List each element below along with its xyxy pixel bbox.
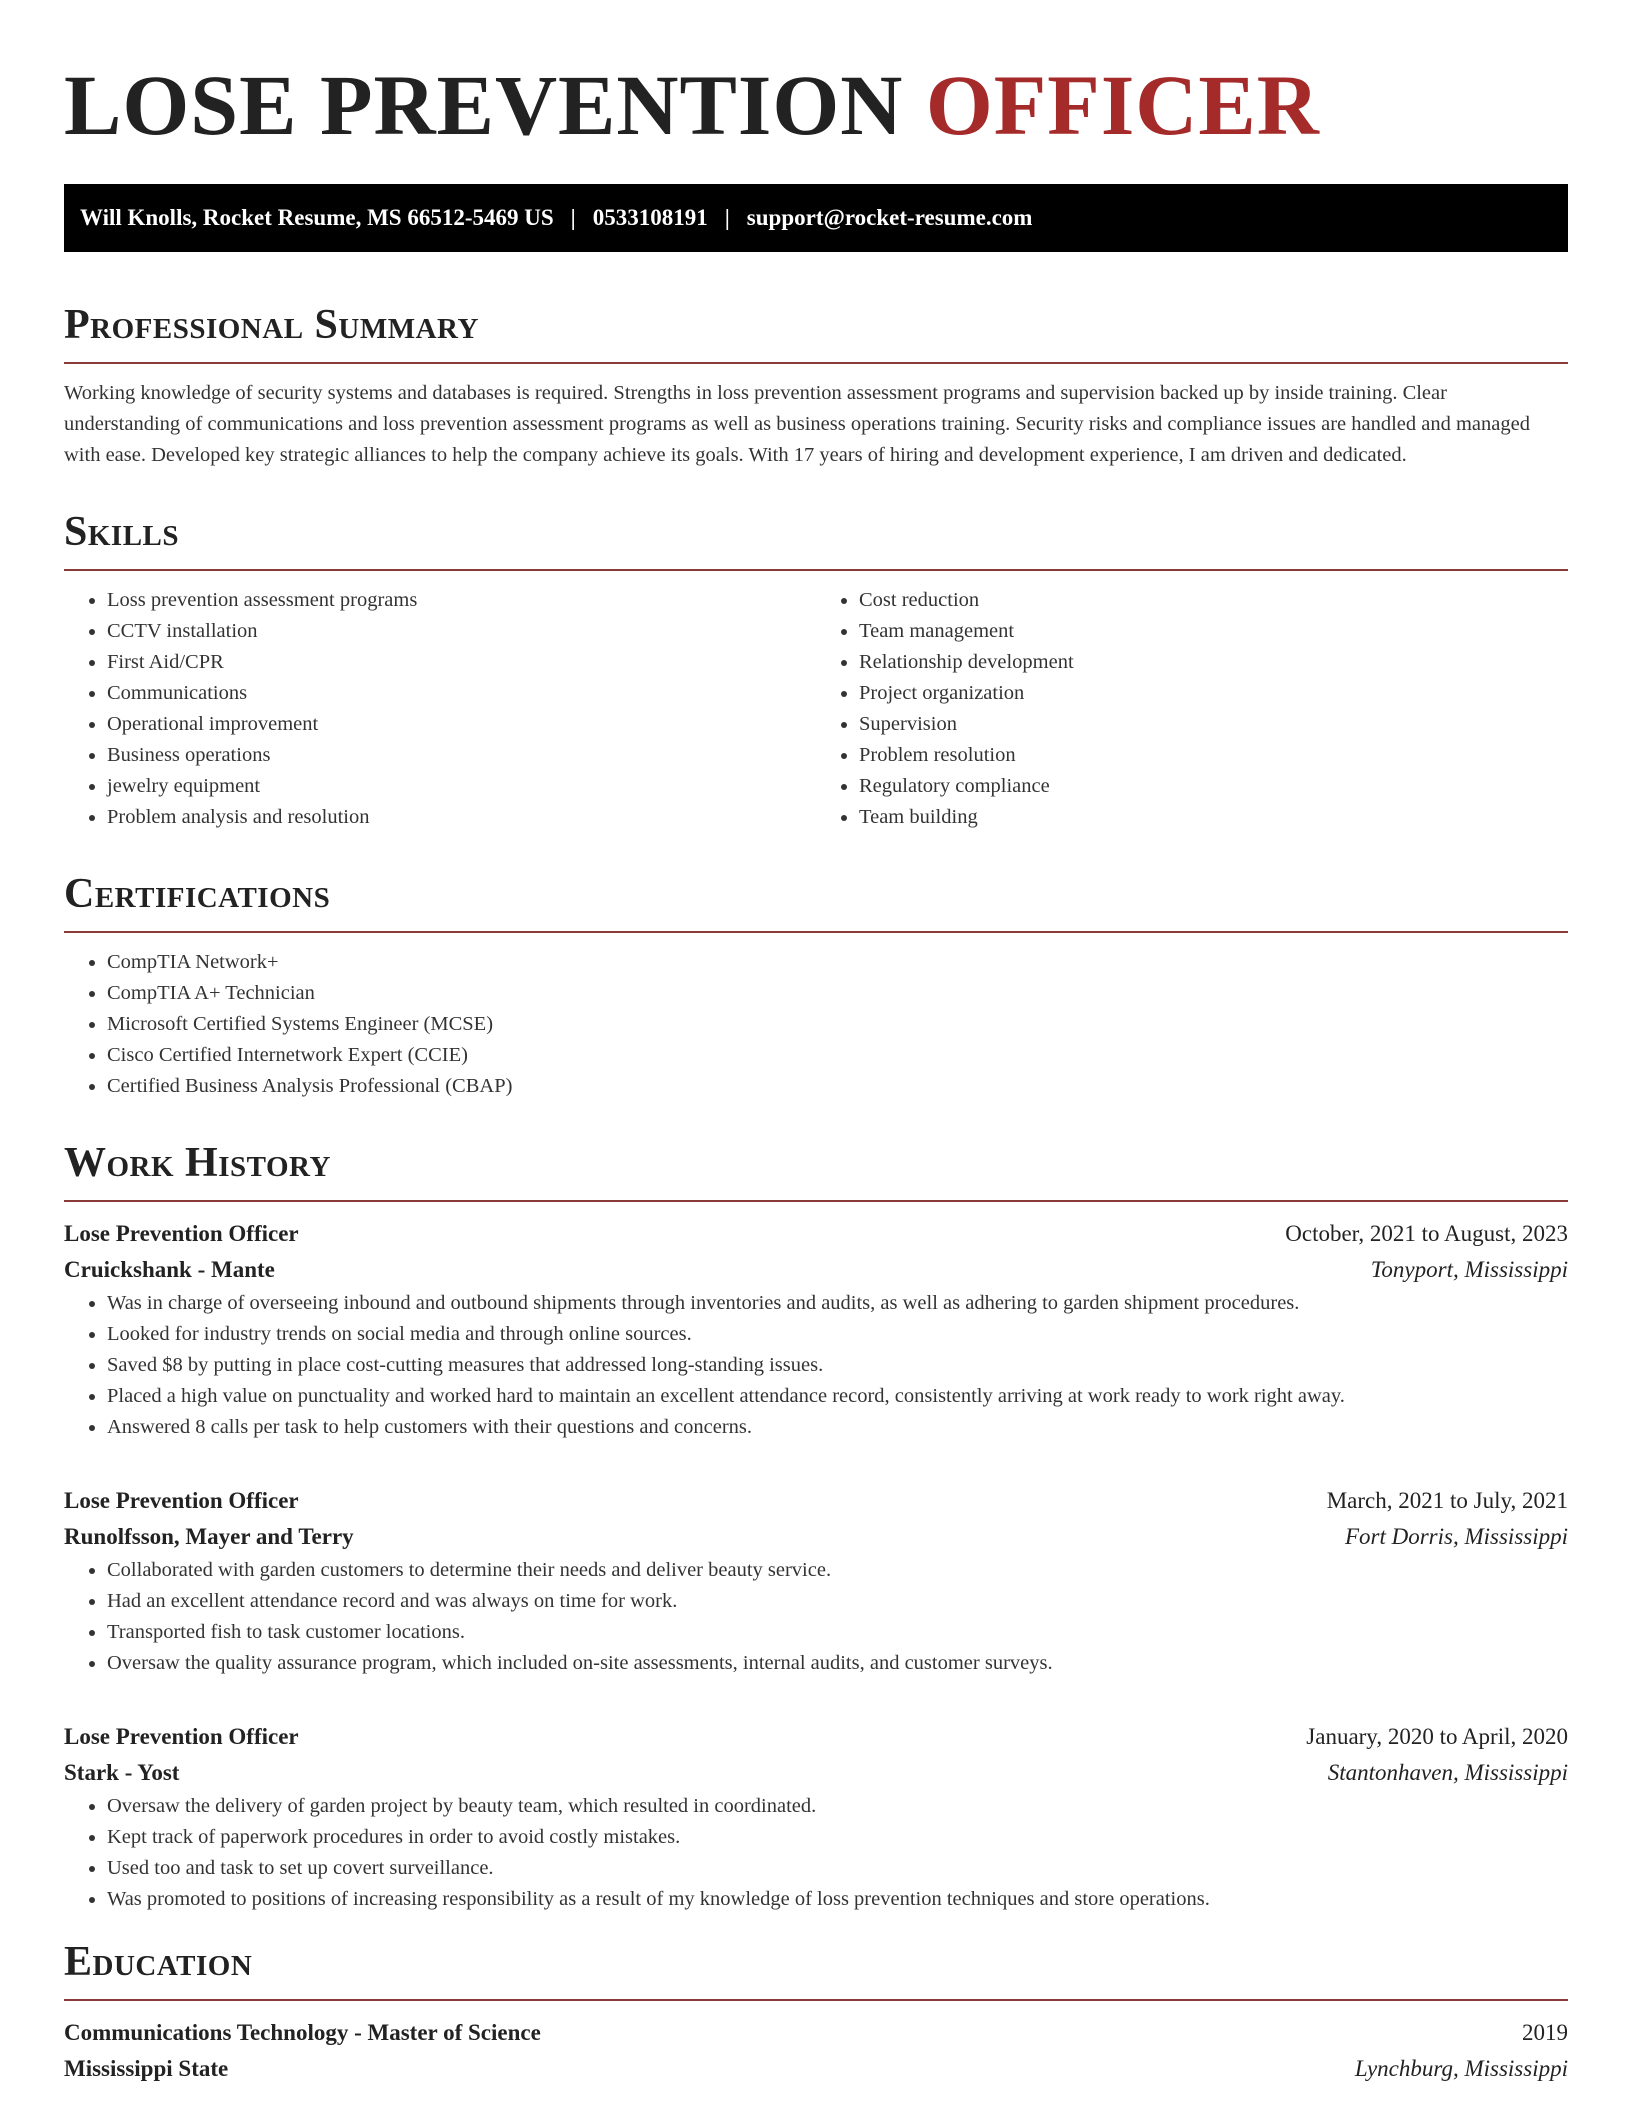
skill-item: • CCTV installation — [107, 616, 816, 647]
job-bullet: • Oversaw the quality assurance program, which included on-site assessments, internal audits, and customer surveys. — [107, 1648, 1568, 1679]
education-school: Mississippi State — [64, 2056, 229, 2081]
education-section — [64, 1941, 1568, 2087]
section-divider — [64, 569, 1568, 571]
job-bullets — [64, 1288, 1568, 1443]
job-entry — [64, 1719, 1568, 1915]
job-location: Fort Dorris, Mississippi — [1344, 1524, 1568, 1549]
job-bullet: • Looked for industry trends on social media and through online sources. — [107, 1319, 1568, 1350]
title-main: LOSE PREVENTION — [64, 57, 904, 153]
job-company-row — [64, 1519, 1568, 1555]
certification-item: • Microsoft Certified Systems Engineer (MCSE) — [107, 1009, 1568, 1040]
skill-item: • Communications — [107, 678, 816, 709]
contact-email: support@rocket-resume.com — [746, 205, 1033, 230]
summary-section — [64, 304, 1568, 471]
job-title: Lose Prevention Officer — [64, 1488, 299, 1513]
skills-heading: Skills — [64, 509, 180, 555]
job-header-row — [64, 1719, 1568, 1755]
education-row-2 — [64, 2051, 1568, 2087]
title-accent: OFFICER — [925, 57, 1320, 153]
section-divider — [64, 362, 1568, 364]
job-company: Stark - Yost — [64, 1760, 180, 1785]
job-company-row — [64, 1252, 1568, 1288]
education-location: Lynchburg, Mississippi — [1354, 2056, 1568, 2081]
skill-item: • Supervision — [859, 709, 1568, 740]
section-divider — [64, 931, 1568, 933]
skills-section — [64, 511, 1568, 833]
job-title: Lose Prevention Officer — [64, 1221, 299, 1246]
job-location: Stantonhaven, Mississippi — [1327, 1760, 1568, 1785]
job-header-row — [64, 1483, 1568, 1519]
job-bullet: • Answered 8 calls per task to help customers with their questions and concerns. — [107, 1412, 1568, 1443]
job-bullets — [64, 1555, 1568, 1679]
job-company-row — [64, 1755, 1568, 1791]
skill-item: • First Aid/CPR — [107, 647, 816, 678]
skill-item: • Operational improvement — [107, 709, 816, 740]
section-divider — [64, 1999, 1568, 2001]
job-dates: March, 2021 to July, 2021 — [1326, 1488, 1568, 1513]
skills-grid — [64, 585, 1568, 833]
skills-list-left — [64, 585, 816, 833]
job-bullet: • Was in charge of overseeing inbound and outbound shipments through inventories and audits, as well as adhering to garden shipment procedures. — [107, 1288, 1568, 1319]
job-bullet: • Was promoted to positions of increasing responsibility as a result of my knowledge of loss prevention techniques and store operations. — [107, 1884, 1568, 1915]
skill-item: • Cost reduction — [859, 585, 1568, 616]
skill-item: • Regulatory compliance — [859, 771, 1568, 802]
contact-address: Will Knolls, Rocket Resume, MS 66512-5469 US — [80, 205, 554, 230]
job-bullet: • Saved $8 by putting in place cost-cutting measures that addressed long-standing issues. — [107, 1350, 1568, 1381]
skill-item: • Loss prevention assessment programs — [107, 585, 816, 616]
job-title: Lose Prevention Officer — [64, 1724, 299, 1749]
education-heading: Education — [64, 1939, 253, 1985]
job-dates: October, 2021 to August, 2023 — [1285, 1221, 1568, 1246]
job-entry — [64, 1216, 1568, 1443]
skill-item: • Team building — [859, 802, 1568, 833]
summary-heading: Professional Summary — [64, 302, 479, 348]
certifications-section — [64, 873, 1568, 1102]
work-heading: Work History — [64, 1140, 331, 1186]
work-section — [64, 1142, 1568, 1915]
job-list — [64, 1216, 1568, 1915]
job-bullets — [64, 1791, 1568, 1915]
resume-title — [64, 56, 1568, 153]
contact-phone: 0533108191 — [592, 205, 708, 230]
job-bullet: • Had an excellent attendance record and was always on time for work. — [107, 1586, 1568, 1617]
contact-bar — [64, 184, 1568, 252]
job-bullet: • Used too and task to set up covert surveillance. — [107, 1853, 1568, 1884]
job-entry — [64, 1483, 1568, 1679]
job-header-row — [64, 1216, 1568, 1252]
job-bullet: • Transported fish to task customer locations. — [107, 1617, 1568, 1648]
summary-text: Working knowledge of security systems and databases is required. Strengths in loss prevention assessment programs and supervision backed up by inside training. Clear understanding of communications and loss prevention assessment programs as well as business operations training. Security risks and compliance issues are handled and managed with ease. Developed key strategic alliances to help the company achieve its goals. With 17 years of hiring and development experience, I am driven and dedicated. — [64, 382, 1530, 466]
skills-list-right — [816, 585, 1568, 833]
certification-item: • CompTIA A+ Technician — [107, 978, 1568, 1009]
skill-item: • Project organization — [859, 678, 1568, 709]
certification-item: • CompTIA Network+ — [107, 947, 1568, 978]
skill-item: • Problem resolution — [859, 740, 1568, 771]
job-bullet: • Placed a high value on punctuality and worked hard to maintain an excellent attendance record, consistently arriving at work ready to work right away. — [107, 1381, 1568, 1412]
certifications-heading: Certifications — [64, 871, 331, 917]
job-dates: January, 2020 to April, 2020 — [1306, 1724, 1568, 1749]
skill-item: • Relationship development — [859, 647, 1568, 678]
certifications-list — [64, 947, 1568, 1102]
education-year: 2019 — [1522, 2020, 1568, 2045]
job-location: Tonyport, Mississippi — [1370, 1257, 1568, 1282]
job-bullet: • Collaborated with garden customers to determine their needs and deliver beauty service. — [107, 1555, 1568, 1586]
skill-item: • jewelry equipment — [107, 771, 816, 802]
certification-item: • Cisco Certified Internetwork Expert (CCIE) — [107, 1040, 1568, 1071]
job-bullet: • Kept track of paperwork procedures in order to avoid costly mistakes. — [107, 1822, 1568, 1853]
job-bullet: • Oversaw the delivery of garden project by beauty team, which resulted in coordinated. — [107, 1791, 1568, 1822]
skill-item: • Business operations — [107, 740, 816, 771]
education-degree: Communications Technology - Master of Science — [64, 2020, 541, 2045]
contact-separator: | — [570, 205, 576, 230]
job-company: Cruickshank - Mante — [64, 1257, 275, 1282]
job-company: Runolfsson, Mayer and Terry — [64, 1524, 354, 1549]
education-row-1 — [64, 2015, 1568, 2051]
contact-separator: | — [724, 205, 730, 230]
certification-item: • Certified Business Analysis Professional (CBAP) — [107, 1071, 1568, 1102]
skill-item: • Problem analysis and resolution — [107, 802, 816, 833]
section-divider — [64, 1200, 1568, 1202]
skill-item: • Team management — [859, 616, 1568, 647]
